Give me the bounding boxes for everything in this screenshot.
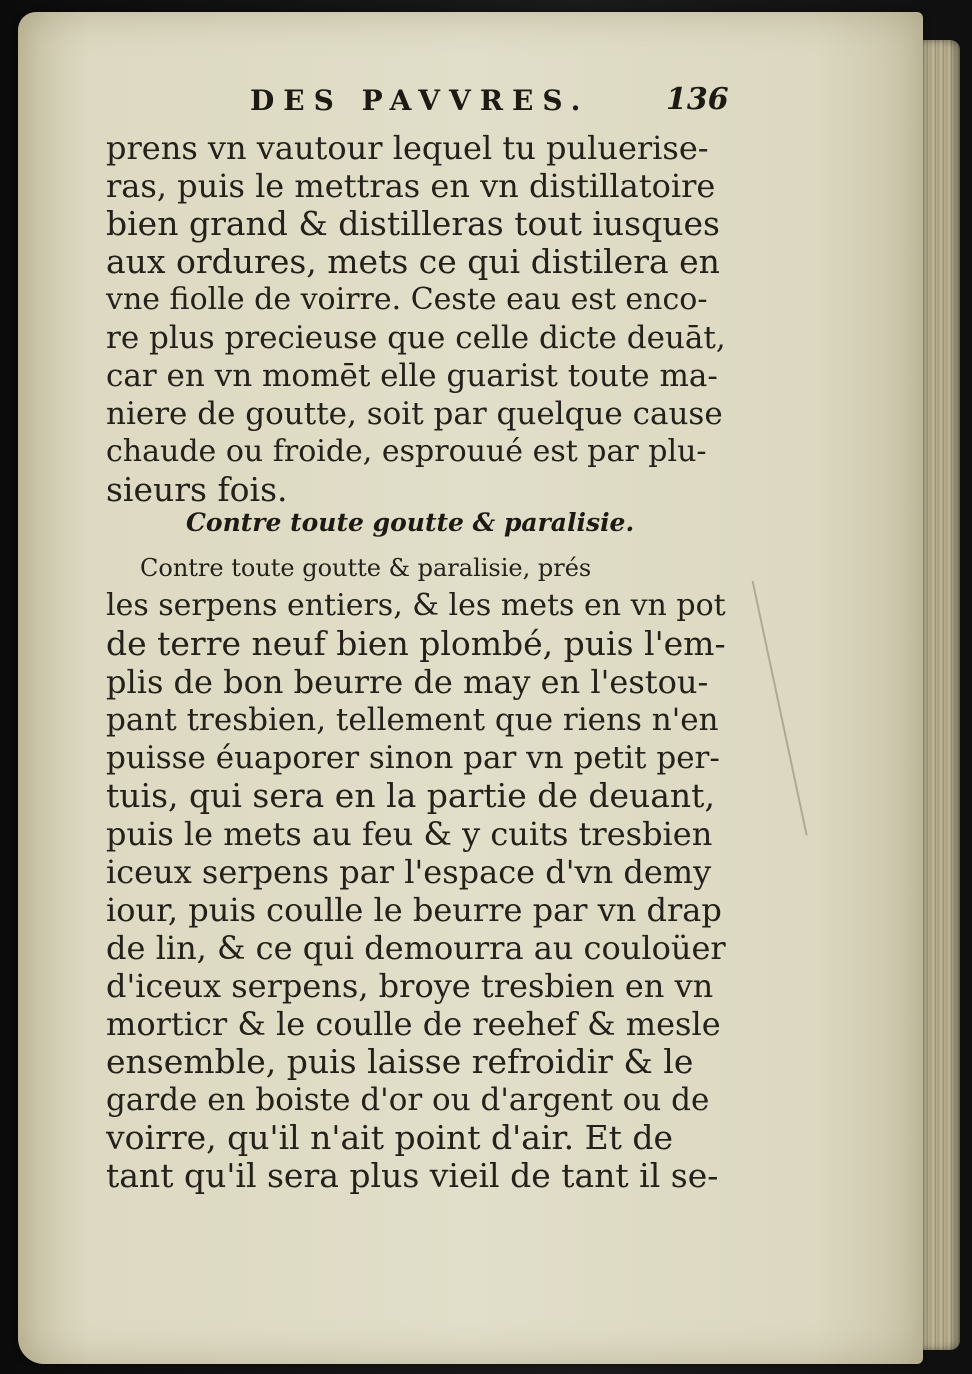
text-line: niere de goutte, soit par quelque cause	[106, 396, 723, 432]
text-line: aux ordures, mets ce qui distilera en	[106, 242, 720, 281]
text-line: sieurs fois.	[106, 470, 288, 509]
text-line: chaude ou froide, esprouué est par plu-	[106, 434, 707, 469]
text-line: puis le mets au feu & y cuits tresbien	[106, 815, 713, 853]
text-line: plis de bon beurre de may en l'estou-	[106, 663, 709, 701]
text-line: re plus precieuse que celle dicte deuāt,	[106, 320, 726, 356]
text-line: ras, puis le mettras en vn distillatoire	[106, 167, 716, 205]
section-heading: Contre toute goutte & paralisie.	[186, 508, 635, 537]
pencil-mark	[752, 568, 867, 835]
text-line: garde en boiste d'or ou d'argent ou de	[106, 1082, 710, 1118]
text-line: iceux serpens par l'espace d'vn demy	[106, 853, 712, 891]
text-line: puisse éuaporer sinon par vn petit per-	[106, 740, 720, 776]
running-head: DES PAVVRES.	[250, 84, 590, 117]
text-line: ensemble, puis laisse refroidir & le	[106, 1042, 694, 1081]
text-line: pant tresbien, tellement que riens n'en	[106, 702, 719, 738]
text-line: vne fiolle de voirre. Ceste eau est enco-	[106, 282, 708, 317]
book-page-edges	[920, 40, 960, 1350]
text-line: tuis, qui sera en la partie de deuant,	[106, 776, 715, 815]
text-line: les serpens entiers, & les mets en vn pot	[106, 588, 726, 623]
text-line: bien grand & distilleras tout iusques	[106, 204, 720, 243]
text-line: de lin, & ce qui demourra au couloüer	[106, 929, 726, 967]
text-line: Contre toute goutte & paralisie, prés	[140, 554, 592, 582]
text-line: de terre neuf bien plombé, puis l'em-	[106, 624, 726, 663]
text-line: iour, puis coulle le beurre par vn drap	[106, 891, 722, 929]
text-line: tant qu'il sera plus vieil de tant il se-	[106, 1156, 719, 1195]
text-line: voirre, qu'il n'ait point d'air. Et de	[106, 1118, 674, 1157]
text-line: morticr & le coulle de reehef & mesle	[106, 1005, 721, 1043]
text-line: d'iceux serpens, broye tresbien en vn	[106, 967, 714, 1005]
text-line: prens vn vautour lequel tu puluerise-	[106, 129, 709, 167]
page-number: 136	[666, 82, 729, 117]
text-line: car en vn momēt elle guarist toute ma-	[106, 358, 718, 394]
